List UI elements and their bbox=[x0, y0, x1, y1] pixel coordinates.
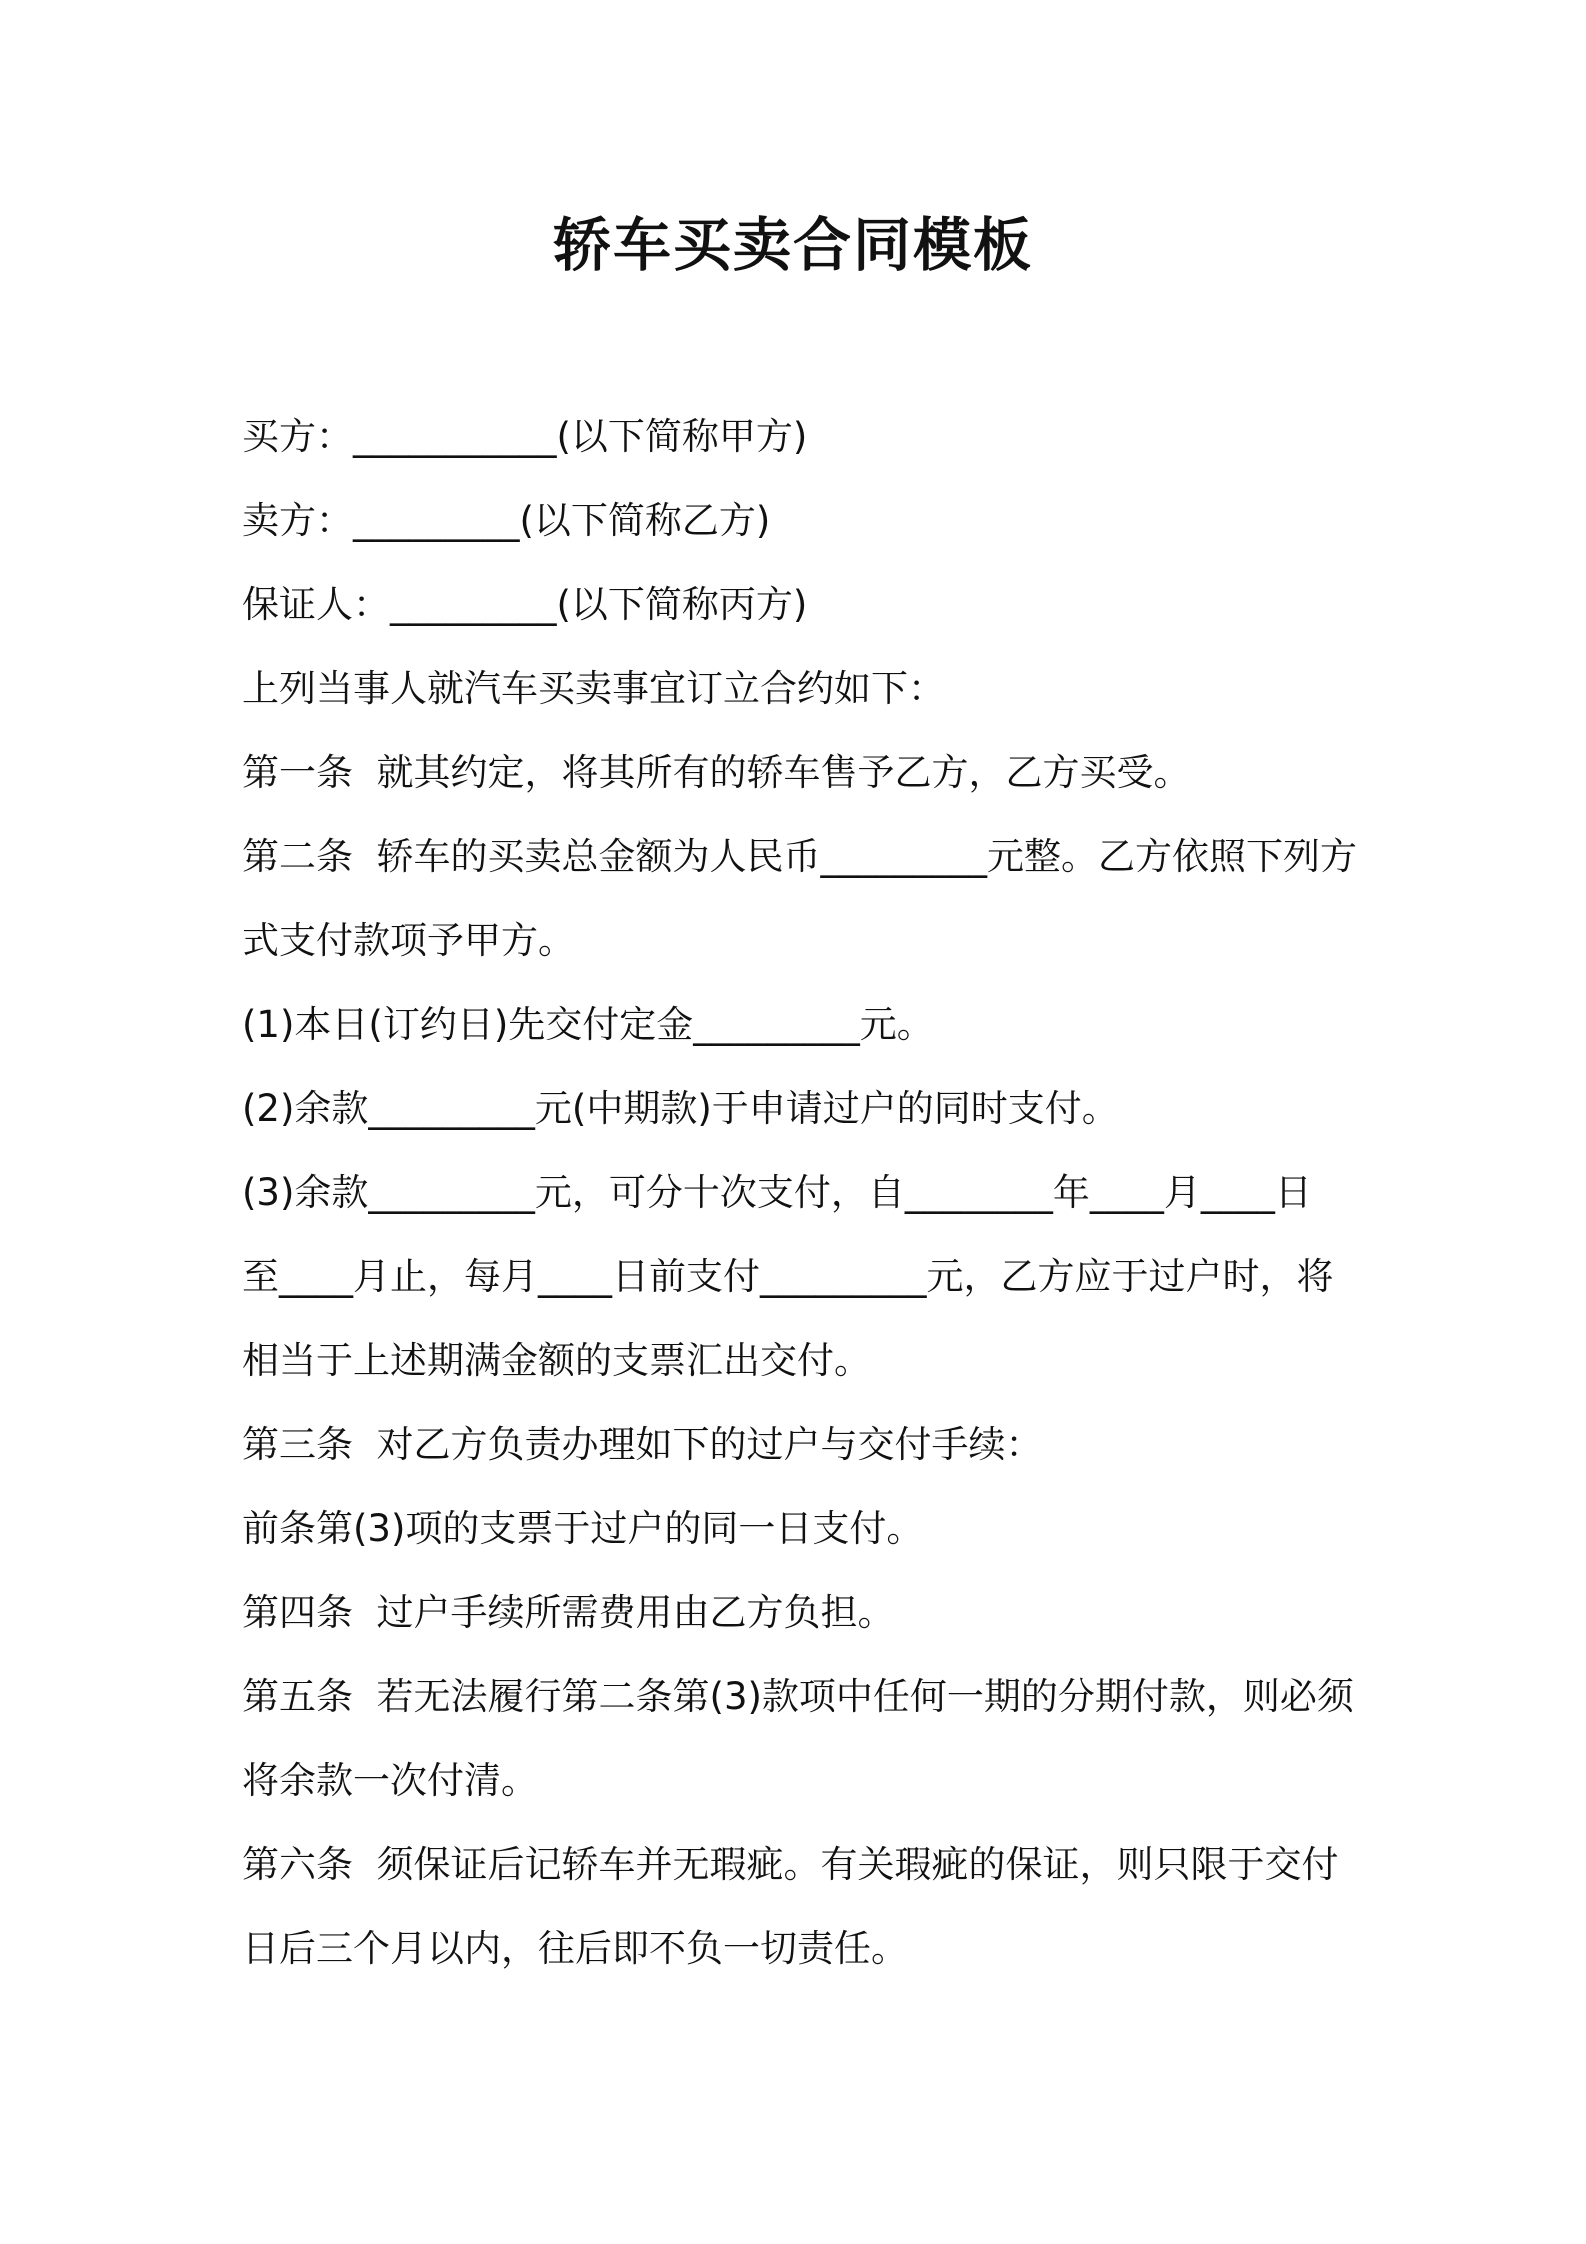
article-6-line-1: 第六条 须保证后记轿车并无瑕疵。有关瑕疵的保证，则只限于交付 bbox=[242, 1843, 1339, 1886]
article-2-line-1: 第二条 轿车的买卖总金额为人民币_________元整。乙方依照下列方 bbox=[242, 835, 1358, 878]
article-5-line-1: 第五条 若无法履行第二条第(3)款项中任何一期的分期付款，则必须 bbox=[242, 1675, 1354, 1718]
buyer-line: 买方：___________(以下简称甲方) bbox=[242, 415, 808, 458]
payment-item-3-line-3: 相当于上述期满金额的支票汇出交付。 bbox=[242, 1339, 871, 1382]
payment-item-1-line: (1)本日(订约日)先交付定金_________元。 bbox=[242, 1003, 934, 1046]
article-3-detail-line: 前条第(3)项的支票于过户的同一日支付。 bbox=[242, 1507, 924, 1550]
document-title: 轿车买卖合同模板 bbox=[552, 211, 1033, 279]
guarantor-line: 保证人：_________(以下简称丙方) bbox=[242, 583, 808, 626]
preamble-line: 上列当事人就汽车买卖事宜订立合约如下： bbox=[242, 667, 945, 710]
payment-item-3-line-2: 至____月止，每月____日前支付_________元，乙方应于过户时，将 bbox=[242, 1255, 1334, 1298]
payment-item-2-line: (2)余款_________元(中期款)于申请过户的同时支付。 bbox=[242, 1087, 1119, 1130]
document-body bbox=[242, 395, 1362, 1991]
seller-line: 卖方：_________(以下简称乙方) bbox=[242, 499, 771, 542]
article-1-line: 第一条 就其约定，将其所有的轿车售予乙方，乙方买受。 bbox=[242, 751, 1191, 794]
article-3-line: 第三条 对乙方负责办理如下的过户与交付手续： bbox=[242, 1423, 1043, 1466]
article-6-line-2: 日后三个月以内，往后即不负一切责任。 bbox=[242, 1927, 908, 1970]
payment-item-3-line-1: (3)余款_________元，可分十次支付，自________年____月____日 bbox=[242, 1171, 1312, 1214]
article-4-line: 第四条 过户手续所需费用由乙方负担。 bbox=[242, 1591, 895, 1634]
article-2-line-2: 式支付款项予甲方。 bbox=[242, 919, 575, 962]
article-5-line-2: 将余款一次付清。 bbox=[242, 1759, 538, 1802]
